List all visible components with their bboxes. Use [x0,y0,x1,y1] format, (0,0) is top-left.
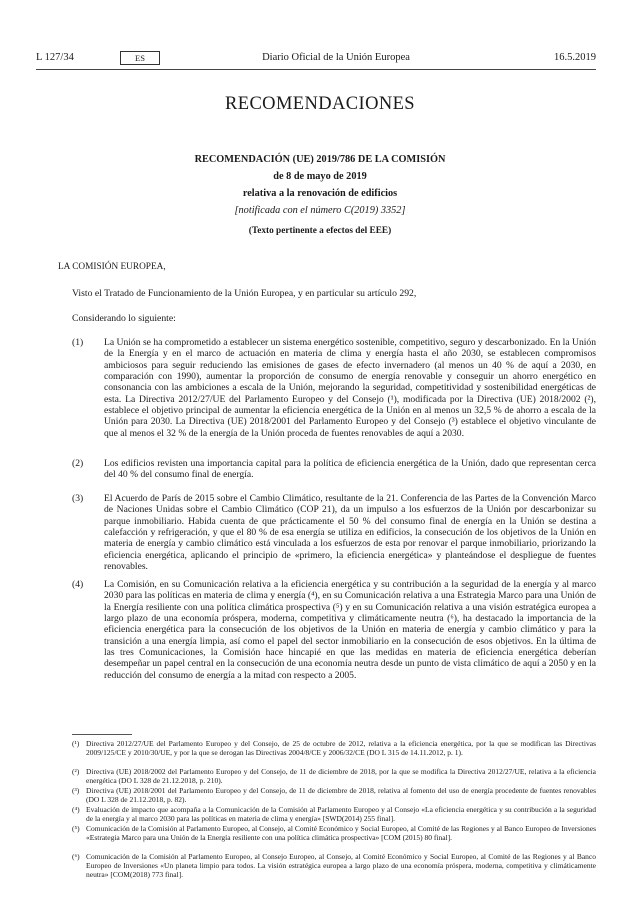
footnote-text: Evaluación de impacto que acompaña a la Comunicación de la Comisión al Parlamento Europeo y al Consejo «La eficiencia energética y su contribución a la seguridad de la energía y al marco 2030 para las políticas en materia de clima y energía» [SWD(2014) 255 final]. [86,805,596,824]
header-rule [36,69,596,70]
recital-text: La Comisión, en su Comunicación relativa a la eficiencia energética y su contribución a la seguridad de la energía y al marco 2030 para las políticas en materia de clima y energía (⁴), en su Comunicación relativa a una Estrategia Marco para una Unión de la Energía resiliente con una política climática prospectiva (⁵) y en su Comunicación relativa a una visión estratégica europea a largo plazo de una economía próspera, moderna, competitiva y climáticamente neutra (⁶), ha destacado la importancia de la eficiencia energética para la consecución de los objetivos de la Unión en materia de energía y cambio climático y para la transición a una energía limpia, así como el papel del sector inmobiliario en la consecución de esos objetivos. En la última de las tres Comunicaciones, la Comisión hace hincapié en que las medidas en materia de eficiencia energética deberían desempeñar un papel central en la consecución de una economía neutra desde un punto de vista climático de aquí a 2050 y en la reducción del consumo de energía a la mitad con respecto a 2005. [104,579,596,681]
title-line-2: de 8 de mayo de 2019 [273,171,367,182]
journal-title: Diario Oficial de la Unión Europea [262,52,410,63]
title-line-3: relativa a la renovación de edificios [242,188,398,199]
footnote-mark: (¹) [72,739,80,748]
page-header [36,51,596,67]
recital-text: El Acuerdo de París de 2015 sobre el Cambio Climático, resultante de la 21. Conferencia de las Partes de la Convención Marco de Naciones Unidas sobre el Cambio Climático (COP 21), da un impulso a los esfuerzos de la Unión por descarbonizar su parque inmobiliario. Habida cuenta de que prácticamente el 50 % del consumo final de energía en la Unión se destina a calefacción y refrigeración, y que el 80 % de esa energía se utiliza en edificios, la consecución de los objetivos de la Unión en materia de energía y cambio climático está vinculada a los esfuerzos de esta por renovar el parque inmobiliario, priorizando la eficiencia energética, aplicando el principio de «primero, la eficiencia energética» y planteándose el despliegue de fuentes renovables. [104,493,596,573]
considerando-line: Considerando lo siguiente: [72,313,176,324]
section-title: RECOMENDACIONES [225,94,415,114]
footnote-mark: (³) [72,786,80,795]
footnote-text: Directiva (UE) 2018/2001 del Parlamento Europeo y del Consejo, de 11 de diciembre de 2018, relativa al fomento del uso de energía procedente de fuentes renovables (DO L 328 de 21.12.2018, p. 82). [86,786,596,805]
footnote-text: Directiva 2012/27/UE del Parlamento Europeo y del Consejo, de 25 de octubre de 2012, relativa a la eficiencia energética, por la que se modifican las Directivas 2009/125/CE y 2010/30/UE, y por la que se derogan las Directivas 2004/8/CE y 2006/32/CE (DO L 315 de 14.11.2012, p. 1). [86,739,596,758]
recital-text: La Unión se ha comprometido a establecer un sistema energético sostenible, competitivo, seguro y descarbonizado. En la Unión de la Energía y en el marco de actuación en materia de clima y energía hasta el año 2030, se establecen compromisos ambiciosos para seguir reduciendo las emisiones de gases de efecto invernadero (al menos un 40 % de aquí a 2030, en comparación con 1990), aumentar la proporción de consumo de energía renovable y conseguir un ahorro energético en consonancia con las ambiciones a escala de la Unión, mejorando la seguridad, competitividad y sostenibilidad energéticas de esta. La Directiva 2012/27/UE del Parlamento Europeo y del Consejo (¹), modificada por la Directiva (UE) 2018/2002 (²), establece el objetivo principal de aumentar la eficiencia energética de la Unión en al menos un 32,5 % de ahorro a escala de la Unión para 2030. La Directiva (UE) 2018/2001 del Parlamento Europeo y del Consejo (³) establece el objetivo vinculante de que al menos el 32 % de la energía de la Unión proceda de fuentes renovables de aquí a 2030. [104,337,596,439]
document-title [0,151,640,240]
publication-date: 16.5.2019 [554,52,596,63]
title-line-1: RECOMENDACIÓN (UE) 2019/786 DE LA COMISIÓN [194,154,446,165]
recital-number: (2) [72,458,84,469]
institution-line: LA COMISIÓN EUROPEA, [58,262,166,272]
notification-number: [notificada con el número C(2019) 3352] [234,205,406,216]
footnote-separator [72,734,132,735]
language-badge: ES [120,51,160,65]
footnote-mark: (⁵) [72,824,80,833]
footnote-mark: (⁴) [72,805,80,814]
recital-number: (1) [72,337,84,348]
recital-text: Los edificios revisten una importancia capital para la política de eficiencia energética de la Unión, dado que representan cerca del 40 % del consumo final de energía. [104,458,596,481]
recital-number: (3) [72,493,84,504]
footnote-text: Directiva (UE) 2018/2002 del Parlamento Europeo y del Consejo, de 11 de diciembre de 2018, por la que se modifica la Directiva 2012/27/UE, relativa a la eficiencia energética (DO L 328 de 21.12.2018, p. 210). [86,767,596,786]
eea-relevance-note: (Texto pertinente a efectos del EEE) [248,226,392,236]
page-reference: L 127/34 [36,52,74,63]
recital-number: (4) [72,579,84,590]
footnote-mark: (⁶) [72,852,80,861]
footnote-mark: (²) [72,767,80,776]
visto-line: Visto el Tratado de Funcionamiento de la Unión Europea, y en particular su artículo 292, [72,288,417,299]
footnote-text: Comunicación de la Comisión al Parlamento Europeo, al Consejo, al Comité Económico y Social Europeo, al Comité de las Regiones y al Banco Europeo de Inversiones «Estrategia Marco para una Unión de la Energía resiliente con una política climática prospectiva» [COM (2015) 80 final]. [86,824,596,843]
footnote-text: Comunicación de la Comisión al Parlamento Europeo, al Consejo Europeo, al Consejo, al Comité Económico y Social Europeo, al Comité de las Regiones y al Banco Europeo de Inversiones «Un planeta limpio para todos. La visión estratégica europea a largo plazo de una economía próspera, moderna, competitiva y climáticamente neutra» [COM(2018) 773 final]. [86,852,596,880]
